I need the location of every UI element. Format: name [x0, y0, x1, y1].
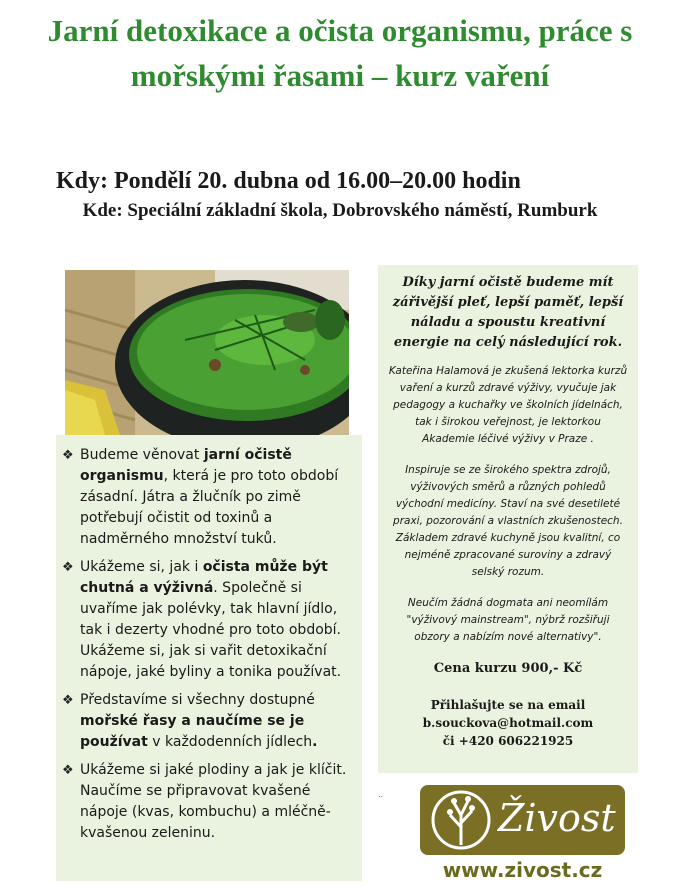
event-location: Kde: Speciální základní škola, Dobrovského náměstí, Rumburk: [82, 200, 598, 221]
topic-text: Ukážeme si jaké plodiny a jak je klíčit. Naučíme se připravovat kvašené nápoje (kvas, kombuchu) a mléčně-kvašenou zeleninu.: [80, 762, 347, 841]
topic-text: .: [312, 734, 318, 750]
topic-text: Ukážeme si, jak i: [80, 559, 203, 575]
topic-item: [62, 690, 352, 753]
diamond-bullet-icon: ❖: [62, 448, 74, 463]
lecturer-approach: Neučím žádná dogmata ani neomílám "výživový mainstream", nýbrž rozšiřuji obzory a nabízím nové alternativy".: [406, 597, 610, 643]
course-price: Cena kurzu 900,- Kč: [433, 661, 583, 676]
stray-dot: ..: [378, 790, 384, 799]
topic-item: [62, 557, 352, 683]
signup-label: Přihlašujte se na email: [430, 698, 586, 712]
diamond-bullet-icon: ❖: [62, 763, 74, 778]
intro-text: Díky jarní očistě budeme mít zářivější pleť, lepší paměť, lepší náladu a spoustu kreativní energie na celý následující rok.: [392, 275, 624, 350]
page-title: Jarní detoxikace a očista organismu, práce s mořskými řasami – kurz vaření: [47, 13, 633, 93]
website-link[interactable]: www.zivost.cz: [442, 858, 603, 882]
logo-wordmark: Živost: [498, 796, 616, 840]
zivost-logo: [420, 785, 625, 855]
topic-text: , která je pro toto období zásadní. Játra a žlučník po zimě potřebují očistit od toxinů a nadměrného množství tuků.: [80, 468, 339, 547]
lecturer-inspiration: Inspiruje se ze širokého spektra zdrojů, výživových směrů a různých pohledů východní medicíny. Staví na své desetileté praxi, pozorování a vlastních zkušenostech. Základem zdravé kuchyně jsou kvalitní, co nejméně zpracované suroviny a zdravý selský rozum.: [393, 464, 623, 578]
diamond-bullet-icon: ❖: [62, 693, 74, 708]
tree-icon: [426, 785, 496, 855]
event-time: Kdy: Pondělí 20. dubna od 16.00–20.00 hodin: [56, 168, 521, 194]
contact-phone: či +420 606221925: [442, 734, 574, 748]
green-soup-bowl-image: [65, 270, 349, 435]
topic-text: mořské řasy a naučíme se je používat: [80, 713, 305, 750]
lecturer-bio: Kateřina Halamová je zkušená lektorka kurzů vaření a kurzů zdravé výživy, vyučuje jak pedagogy a kuchařky ve školních jídelnách, tak i širokou veřejnost, je lektorkou Akademie léčivé výživy v Praze .: [388, 365, 628, 445]
diamond-bullet-icon: ❖: [62, 560, 74, 575]
course-info: [378, 265, 638, 773]
topic-text: jarní očistě organismu: [80, 447, 292, 484]
topic-text: v každodenních jídlech: [147, 734, 313, 750]
topic-text: očista může být chutná a výživná: [80, 559, 328, 596]
topic-text: . Společně si uvaříme jak polévky, tak hlavní jídlo, tak i dezerty vhodné pro toto období. Ukážeme si, jak si vařit detoxikační nápoje, jaké byliny a tonika používat.: [80, 580, 342, 680]
topic-list: [56, 435, 362, 844]
topic-item: [62, 445, 352, 550]
topic-text: Budeme věnovat: [80, 447, 204, 463]
contact-email[interactable]: b.souckova@hotmail.com: [422, 716, 594, 730]
topic-item: [62, 760, 352, 844]
course-topics: [56, 435, 362, 881]
soup-photo: [65, 270, 349, 435]
topic-text: Představíme si všechny dostupné: [80, 692, 315, 708]
